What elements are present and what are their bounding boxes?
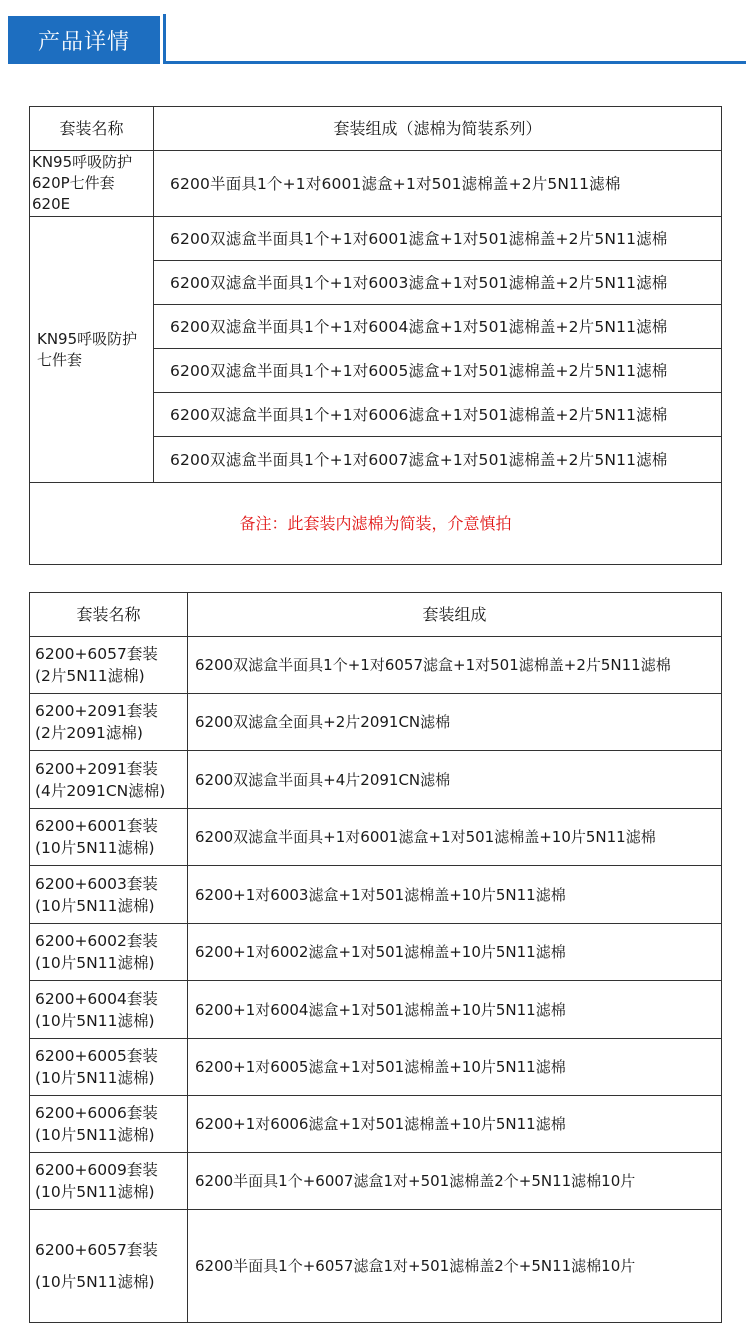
kit-name-note: (10片5N11滤棉) <box>35 1126 155 1144</box>
table-row <box>30 1096 722 1153</box>
kit-name-cell <box>30 751 188 809</box>
header-kit-name: 套装名称 <box>30 593 188 637</box>
kit-composition-cell: 6200半面具1个+6007滤盒1对+501滤棉盖2个+5N11滤棉10片 <box>188 1153 722 1210</box>
table-row <box>30 924 722 981</box>
kit-name-line: 6200+6004套装 <box>35 989 158 1008</box>
kit-name-cell <box>30 1039 188 1096</box>
kit-name-line: 6200+6009套装 <box>35 1161 158 1179</box>
kit-name-note: (10片5N11滤棉) <box>35 1069 155 1087</box>
kit-composition-cell: 6200双滤盒半面具1个+1对6057滤盒+1对501滤棉盖+2片5N11滤棉 <box>188 637 722 694</box>
kit-composition-cell: 6200+1对6005滤盒+1对501滤棉盖+10片5N11滤棉 <box>188 1039 722 1096</box>
table-row <box>30 809 722 866</box>
kit-composition-cell: 6200双滤盒半面具1个+1对6007滤盒+1对501滤棉盖+2片5N11滤棉 <box>154 437 722 483</box>
kit-name-line: 6200+6005套装 <box>35 1047 158 1065</box>
kit-name-cell <box>30 694 188 751</box>
section-title: 产品详情 <box>8 16 160 64</box>
kit-name-note: (2片5N11滤棉) <box>35 667 145 685</box>
kit-composition-cell: 6200+1对6003滤盒+1对501滤棉盖+10片5N11滤棉 <box>188 866 722 924</box>
kit-name-note: (10片5N11滤棉) <box>35 1011 155 1030</box>
kit-name-line: KN95呼吸防护 <box>37 329 138 348</box>
kit-composition-cell: 6200双滤盒半面具1个+1对6004滤盒+1对501滤棉盖+2片5N11滤棉 <box>154 305 722 349</box>
kit-composition-cell: 6200半面具1个+1对6001滤盒+1对501滤棉盖+2片5N11滤棉 <box>154 151 722 217</box>
kit-name-cell <box>30 809 188 866</box>
table-row <box>30 637 722 694</box>
table-row <box>30 151 722 217</box>
note-text: 备注：此套装内滤棉为简装，介意慎拍 <box>30 483 722 565</box>
table-row <box>30 694 722 751</box>
kit-name-note: (10片5N11滤棉) <box>35 1183 155 1201</box>
table-header-row <box>30 593 722 637</box>
kit-composition-cell: 6200双滤盒半面具1个+1对6001滤盒+1对501滤棉盖+2片5N11滤棉 <box>154 217 722 261</box>
kit-composition-cell: 6200双滤盒半面具1个+1对6006滤盒+1对501滤棉盖+2片5N11滤棉 <box>154 393 722 437</box>
table-header-row <box>30 107 722 151</box>
kit-composition-cell: 6200双滤盒半面具+1对6001滤盒+1对501滤棉盖+10片5N11滤棉 <box>188 809 722 866</box>
table-row <box>30 981 722 1039</box>
kit-composition-cell: 6200+1对6004滤盒+1对501滤棉盖+10片5N11滤棉 <box>188 981 722 1039</box>
kit-list-body <box>30 637 722 1323</box>
kit-name-line: 6200+6002套装 <box>35 932 158 950</box>
table-row <box>30 1153 722 1210</box>
kit-name-cell <box>30 151 154 217</box>
kit-name-line: 6200+6057套装 <box>35 645 158 663</box>
kit-composition-table <box>29 106 722 565</box>
section-header <box>0 0 750 70</box>
kit-composition-cell: 6200双滤盒半面具1个+1对6005滤盒+1对501滤棉盖+2片5N11滤棉 <box>154 349 722 393</box>
kit-name-cell <box>30 981 188 1039</box>
kit-name-line: 6200+2091套装 <box>35 702 158 720</box>
header-kit-composition: 套装组成（滤棉为简装系列） <box>154 107 722 151</box>
kit-name-note: (2片2091滤棉) <box>35 724 143 742</box>
kit-composition-cell: 6200双滤盒全面具+2片2091CN滤棉 <box>188 694 722 751</box>
kit-name-cell <box>30 217 154 483</box>
table-row <box>30 1210 722 1323</box>
kit-name-cell <box>30 637 188 694</box>
note-row <box>30 483 722 565</box>
header-kit-name: 套装名称 <box>30 107 154 151</box>
kit-name-cell <box>30 866 188 924</box>
header-divider-horizontal <box>163 61 746 64</box>
kit-name-cell <box>30 1096 188 1153</box>
kit-name-line: 6200+6001套装 <box>35 817 158 835</box>
kit-list-table <box>29 592 722 1323</box>
kit-name-cell <box>30 924 188 981</box>
kit-composition-cell: 6200双滤盒半面具1个+1对6003滤盒+1对501滤棉盖+2片5N11滤棉 <box>154 261 722 305</box>
table-row <box>30 1039 722 1096</box>
table-row <box>30 217 722 261</box>
kit-composition-cell: 6200+1对6002滤盒+1对501滤棉盖+10片5N11滤棉 <box>188 924 722 981</box>
kit-name-line: 6200+6006套装 <box>35 1104 158 1122</box>
kit-name-note: (10片5N11滤棉) <box>35 1273 155 1291</box>
kit-name-line: KN95呼吸防护 <box>32 153 133 171</box>
kit-name-note: (10片5N11滤棉) <box>35 896 155 915</box>
kit-name-line: 6200+6003套装 <box>35 874 158 893</box>
kit-name-note: (10片5N11滤棉) <box>35 954 155 972</box>
table-row <box>30 751 722 809</box>
kit-name-line: 七件套 <box>37 350 83 369</box>
header-divider-vertical <box>163 14 166 64</box>
kit-name-line: 6200+6057套装 <box>35 1241 158 1259</box>
kit-name-cell <box>30 1153 188 1210</box>
kit-composition-cell: 6200半面具1个+6057滤盒1对+501滤棉盖2个+5N11滤棉10片 <box>188 1210 722 1323</box>
kit-name-note: (10片5N11滤棉) <box>35 839 155 857</box>
kit-name-line: 620P七件套620E <box>32 174 115 213</box>
kit-composition-cell: 6200双滤盒半面具+4片2091CN滤棉 <box>188 751 722 809</box>
kit-name-note: (4片2091CN滤棉) <box>35 781 166 800</box>
header-kit-composition: 套装组成 <box>188 593 722 637</box>
kit-name-cell <box>30 1210 188 1323</box>
kit-composition-cell: 6200+1对6006滤盒+1对501滤棉盖+10片5N11滤棉 <box>188 1096 722 1153</box>
kit-name-line: 6200+2091套装 <box>35 759 158 778</box>
table-row <box>30 866 722 924</box>
